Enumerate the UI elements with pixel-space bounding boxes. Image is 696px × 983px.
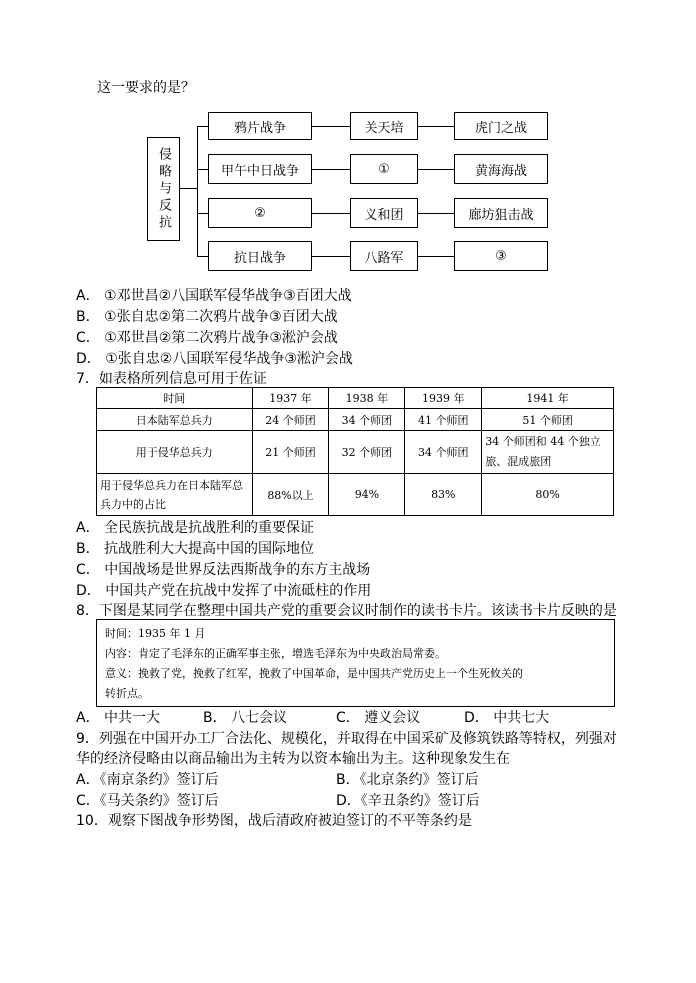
diagram-cell: 关天培 (350, 112, 418, 140)
table-cell: 用于侵华总兵力在日本陆军总兵力中的占比 (97, 474, 253, 516)
diagram-cell: 八路军 (350, 241, 418, 271)
q8-option-b: B． 八七会议 (203, 710, 288, 726)
connector-line (180, 188, 197, 189)
q7-option-c: C． 中国战场是世界反法西斯战争的东方主战场 (76, 562, 371, 578)
card-line: 意义：挽救了党，挽救了红军，挽救了中国革命，是中国共产党历史上一个生死攸关的 (105, 667, 523, 680)
card-line: 转折点。 (105, 687, 149, 700)
table-cell: 88%以上 (252, 474, 329, 516)
diagram-vertical-label-box (147, 137, 180, 241)
q7-option-d: D． 中国共产党在抗战中发挥了中流砥柱的作用 (76, 583, 372, 599)
table-row (97, 431, 614, 474)
table-cell: 日本陆军总兵力 (97, 409, 253, 431)
diagram-vertical-label: 侵略与反抗 (156, 146, 171, 232)
q9-option-b: B．《北京条约》签订后 (336, 772, 479, 788)
connector-line (312, 126, 350, 127)
table-cell: 41 个师团 (405, 409, 482, 431)
reading-card (96, 619, 615, 707)
connector-line (197, 213, 208, 214)
q9-option-c: C．《马关条约》签订后 (76, 793, 219, 809)
connector-line (197, 126, 208, 127)
connector-line (312, 213, 350, 214)
diagram-cell: ① (350, 154, 418, 184)
connector-line (312, 169, 350, 170)
q8-option-d: D． 中共七大 (464, 710, 550, 726)
table-cell: 94% (329, 474, 405, 516)
q6-option-b: B． ①张自忠②第二次鸦片战争③百团大战 (76, 309, 338, 325)
question-10-stem: 10．观察下图战争形势图，战后清政府被迫签订的不平等条约是 (76, 813, 472, 829)
connector-line (312, 256, 350, 257)
table-cell: 80% (482, 474, 614, 516)
diagram-cell: 义和团 (350, 198, 418, 228)
table-cell: 83% (405, 474, 482, 516)
question-6-tail: 这一要求的是？ (97, 80, 195, 96)
table-header-cell: 1939 年 (405, 388, 482, 409)
diagram-cell: ③ (454, 241, 548, 271)
diagram-cell: 甲午中日战争 (208, 154, 312, 184)
card-line: 内容：肯定了毛泽东的正确军事主张，增选毛泽东为中央政治局常委。 (105, 647, 446, 660)
q6-option-d: D． ①张自忠②八国联军侵华战争③淞沪会战 (76, 351, 353, 367)
card-line: 时间：1935 年 1 月 (105, 627, 206, 640)
table-cell: 21 个师团 (252, 431, 329, 474)
q8-option-c: C． 遵义会议 (336, 710, 421, 726)
table-header-cell: 1938 年 (329, 388, 405, 409)
q6-option-a: A． ①邓世昌②八国联军侵华战争③百团大战 (76, 288, 352, 304)
diagram-cell: 抗日战争 (208, 241, 312, 271)
table-cell: 51 个师团 (482, 409, 614, 431)
table-cell: 34 个师团 (329, 409, 405, 431)
table-row (97, 474, 614, 516)
table-header-cell: 1937 年 (252, 388, 329, 409)
table-header-cell: 1941 年 (482, 388, 614, 409)
table-cell: 34 个师团和 44 个独立旅、混成旅团 (482, 431, 614, 474)
diagram-cell: 鸦片战争 (208, 112, 312, 140)
connector-line (418, 213, 454, 214)
q6-option-c: C． ①邓世昌②第二次鸦片战争③淞沪会战 (76, 330, 338, 346)
q7-table (96, 387, 614, 516)
question-9-stem-line1: 9．列强在中国开办工厂合法化、规模化，并取得在中国采矿及修筑铁路等特权，列强对 (76, 731, 617, 747)
table-cell: 用于侵华总兵力 (97, 431, 253, 474)
connector-line (197, 169, 208, 170)
table-cell: 34 个师团 (405, 431, 482, 474)
q9-option-a: A．《南京条约》签订后 (76, 772, 219, 788)
question-8-stem: 8．下图是某同学在整理中国共产党的重要会议时制作的读书卡片。该读书卡片反映的是 (76, 603, 617, 619)
connector-line (418, 126, 454, 127)
diagram-cell: 黄海海战 (454, 154, 548, 184)
connector-line (197, 126, 198, 257)
question-9-stem-line2: 华的经济侵略由以商品输出为主转为以资本输出为主。这种现象发生在 (76, 751, 510, 767)
q9-option-d: D．《辛丑条约》签订后 (336, 793, 480, 809)
q7-option-a: A． 全民族抗战是抗战胜利的重要保证 (76, 520, 315, 536)
connector-line (418, 169, 454, 170)
diagram-cell: 虎门之战 (454, 112, 548, 140)
connector-line (197, 256, 208, 257)
table-cell: 24 个师团 (252, 409, 329, 431)
diagram-cell: ② (208, 198, 312, 228)
table-cell: 32 个师团 (329, 431, 405, 474)
table-header-cell: 时间 (97, 388, 253, 409)
q7-option-b: B． 抗战胜利大大提高中国的国际地位 (76, 541, 315, 557)
table-header-row (97, 388, 614, 409)
diagram-cell: 廊坊狙击战 (454, 198, 548, 228)
q8-option-a: A． 中共一大 (76, 710, 161, 726)
question-7-stem: 7．如表格所列信息可用于佐证 (76, 371, 267, 387)
connector-line (418, 256, 454, 257)
table-row (97, 409, 614, 431)
